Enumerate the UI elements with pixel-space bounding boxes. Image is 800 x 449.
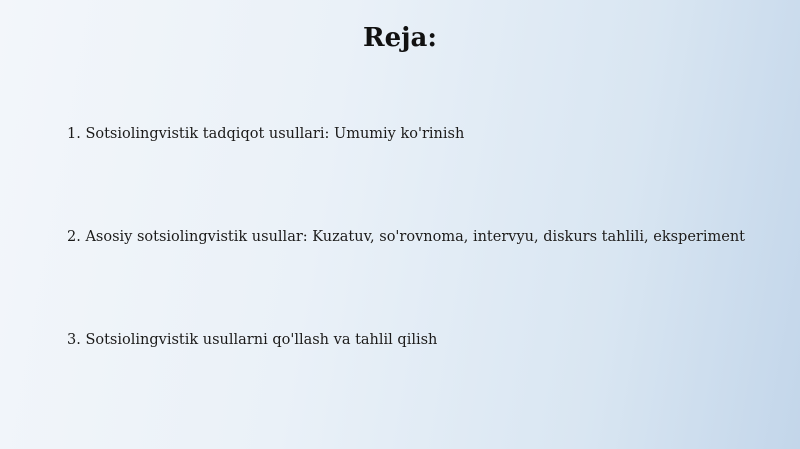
slide-title: Reja: <box>362 23 437 53</box>
plan-item-1: 1. Sotsiolingvistik tadqiqot usullari: Umumiy ko'rinish <box>67 126 465 142</box>
plan-item-2: 2. Asosiy sotsiolingvistik usullar: Kuzatuv, so'rovnoma, intervyu, diskurs tahlili, eksperiment <box>67 229 745 245</box>
plan-item-3: 3. Sotsiolingvistik usullarni qo'llash va tahlil qilish <box>67 332 438 348</box>
